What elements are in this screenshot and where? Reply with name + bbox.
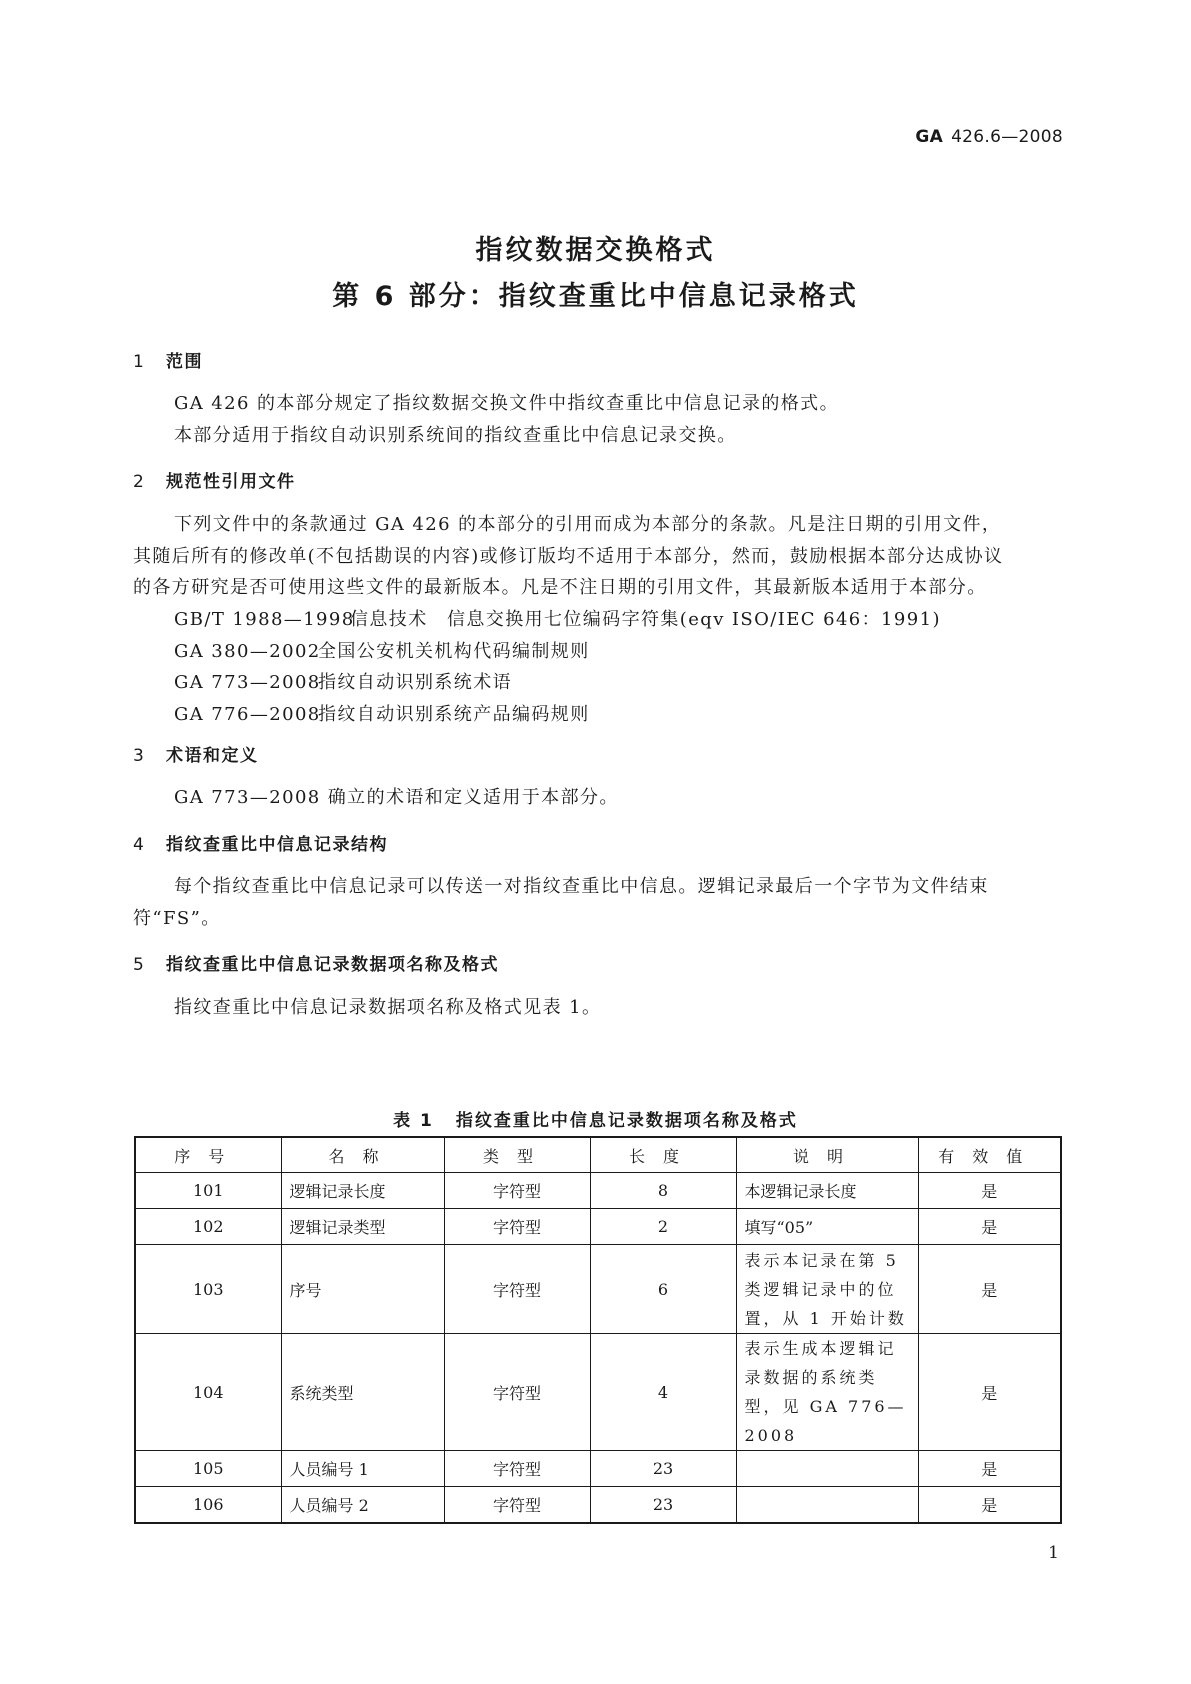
cell-length: 8 xyxy=(590,1173,736,1209)
reference-code: GA 776—2008 xyxy=(174,704,321,725)
cell-type: 字符型 xyxy=(444,1334,590,1451)
data-item-table xyxy=(134,1136,1062,1524)
paragraph: GA 773—2008 确立的术语和定义适用于本部分。 xyxy=(174,787,619,808)
table-title: 指纹查重比中信息记录数据项名称及格式 xyxy=(455,1111,798,1131)
cell-valid: 是 xyxy=(918,1245,1061,1334)
page-number: 1 xyxy=(1048,1543,1059,1563)
cell-description xyxy=(736,1451,918,1487)
cell-seq: 106 xyxy=(135,1487,281,1524)
cell-type: 字符型 xyxy=(444,1487,590,1524)
section-title: 指纹查重比中信息记录数据项名称及格式 xyxy=(166,955,499,975)
cell-valid: 是 xyxy=(918,1451,1061,1487)
reference-code: GA 773—2008 xyxy=(174,672,321,693)
section-number: 1 xyxy=(133,352,146,372)
reference-title: 信息技术 信息交换用七位编码字符集(eqv ISO/IEC 646：1991) xyxy=(350,609,941,630)
reference-code: GA 380—2002 xyxy=(174,641,321,662)
cell-name: 人员编号 2 xyxy=(281,1487,444,1524)
column-header-name: 名称 xyxy=(281,1137,444,1173)
cell-name: 逻辑记录类型 xyxy=(281,1209,444,1245)
cell-description: 表示生成本逻辑记录数据的系统类型，见 GA 776—2008 xyxy=(736,1334,918,1451)
reference-item xyxy=(174,605,941,631)
column-header-length: 长度 xyxy=(590,1137,736,1173)
cell-description xyxy=(736,1487,918,1524)
cell-length: 23 xyxy=(590,1487,736,1524)
cell-type: 字符型 xyxy=(444,1173,590,1209)
standard-code: GA xyxy=(915,127,944,147)
cell-seq: 102 xyxy=(135,1209,281,1245)
column-header-type: 类型 xyxy=(444,1137,590,1173)
cell-name: 人员编号 1 xyxy=(281,1451,444,1487)
reference-code: GB/T 1988—1998 xyxy=(174,609,355,630)
section-heading-2 xyxy=(133,467,296,492)
table-header-row xyxy=(135,1137,1061,1173)
column-header-seq: 序号 xyxy=(135,1137,281,1173)
section-heading-4 xyxy=(133,830,388,855)
paragraph-line: 每个指纹查重比中信息记录可以传送一对指纹查重比中信息。逻辑记录最后一个字节为文件结束 xyxy=(174,876,989,897)
reference-title: 指纹自动识别系统术语 xyxy=(318,672,512,693)
cell-description: 本逻辑记录长度 xyxy=(736,1173,918,1209)
cell-length: 6 xyxy=(590,1245,736,1334)
table-row xyxy=(135,1487,1061,1524)
reference-item xyxy=(174,668,512,694)
table-row xyxy=(135,1245,1061,1334)
cell-valid: 是 xyxy=(918,1173,1061,1209)
section-heading-1 xyxy=(133,347,203,372)
paragraph: 指纹查重比中信息记录数据项名称及格式见表 1。 xyxy=(174,997,602,1018)
cell-length: 2 xyxy=(590,1209,736,1245)
paragraph: GA 426 的本部分规定了指纹数据交换文件中指纹查重比中信息记录的格式。 xyxy=(174,393,839,414)
section-heading-5 xyxy=(133,950,499,975)
reference-title: 指纹自动识别系统产品编码规则 xyxy=(318,704,590,725)
document-title: 指纹数据交换格式 xyxy=(475,235,716,266)
table-row xyxy=(135,1334,1061,1451)
table-row xyxy=(135,1451,1061,1487)
cell-valid: 是 xyxy=(918,1209,1061,1245)
cell-length: 4 xyxy=(590,1334,736,1451)
cell-seq: 101 xyxy=(135,1173,281,1209)
reference-item xyxy=(174,700,590,726)
paragraph-line: 的各方研究是否可使用这些文件的最新版本。凡是不注日期的引用文件，其最新版本适用于本部分。 xyxy=(133,577,987,598)
table-caption xyxy=(0,1106,1191,1131)
section-title: 范围 xyxy=(166,352,203,372)
reference-item xyxy=(174,637,590,663)
paragraph-line: 下列文件中的条款通过 GA 426 的本部分的引用而成为本部分的条款。凡是注日期的引用文件， xyxy=(174,514,1002,535)
cell-seq: 105 xyxy=(135,1451,281,1487)
cell-seq: 103 xyxy=(135,1245,281,1334)
cell-type: 字符型 xyxy=(444,1451,590,1487)
section-number: 2 xyxy=(133,472,146,492)
paragraph-line: 其随后所有的修改单(不包括勘误的内容)或修订版均不适用于本部分，然而，鼓励根据本部分达成协议 xyxy=(133,546,1004,567)
paragraph-line: 符“FS”。 xyxy=(133,908,221,929)
column-header-description: 说明 xyxy=(736,1137,918,1173)
reference-title: 全国公安机关机构代码编制规则 xyxy=(318,641,590,662)
cell-name: 逻辑记录长度 xyxy=(281,1173,444,1209)
table-number: 表 1 xyxy=(393,1111,434,1131)
cell-description: 填写“05” xyxy=(736,1209,918,1245)
table-row xyxy=(135,1209,1061,1245)
cell-type: 字符型 xyxy=(444,1245,590,1334)
cell-valid: 是 xyxy=(918,1334,1061,1451)
cell-name: 系统类型 xyxy=(281,1334,444,1451)
section-title: 指纹查重比中信息记录结构 xyxy=(166,835,388,855)
column-header-valid: 有效值 xyxy=(918,1137,1061,1173)
section-title: 术语和定义 xyxy=(166,746,259,766)
section-heading-3 xyxy=(133,741,259,766)
cell-length: 23 xyxy=(590,1451,736,1487)
section-number: 3 xyxy=(133,746,146,766)
section-number: 5 xyxy=(133,955,146,975)
cell-name: 序号 xyxy=(281,1245,444,1334)
table-row xyxy=(135,1173,1061,1209)
section-number: 4 xyxy=(133,835,146,855)
document-subtitle: 第 6 部分：指纹查重比中信息记录格式 xyxy=(332,281,859,312)
cell-description: 表示本记录在第 5 类逻辑记录中的位置，从 1 开始计数 xyxy=(736,1245,918,1334)
standard-number: 426.6—2008 xyxy=(951,127,1063,147)
cell-valid: 是 xyxy=(918,1487,1061,1524)
cell-seq: 104 xyxy=(135,1334,281,1451)
paragraph: 本部分适用于指纹自动识别系统间的指纹查重比中信息记录交换。 xyxy=(174,425,737,446)
cell-type: 字符型 xyxy=(444,1209,590,1245)
section-title: 规范性引用文件 xyxy=(166,472,296,492)
document-number xyxy=(915,127,1063,147)
